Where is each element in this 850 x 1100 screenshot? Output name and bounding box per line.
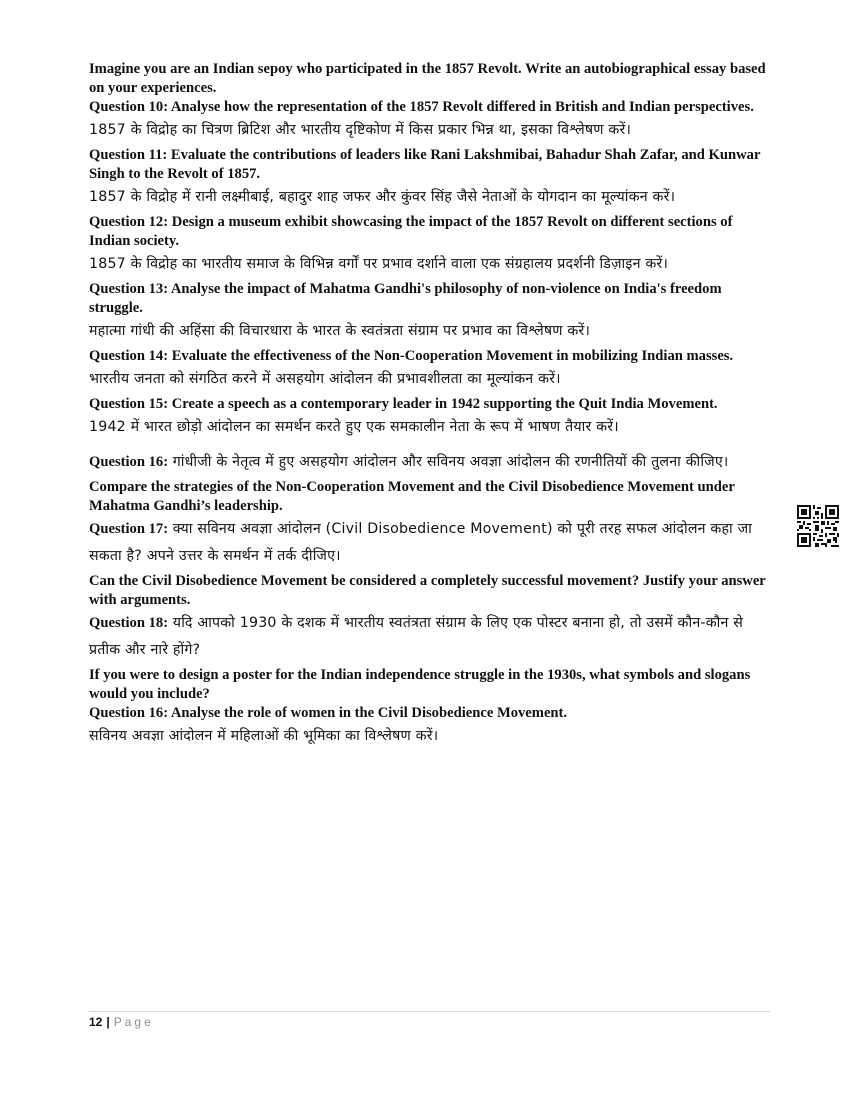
page-footer — [89, 1015, 154, 1029]
question-18-label: Question 18: — [89, 615, 169, 631]
text-block-1: Imagine you are an Indian sepoy who participated in the 1857 Revolt. Write an autobiographical essay based on your experiences. — [89, 61, 766, 96]
question-17-hindi — [89, 516, 769, 570]
question-18-english: If you were to design a poster for the Indian independence struggle in the 1930s, what symbols and slogans would you include? — [89, 667, 751, 702]
footer-divider — [89, 1011, 770, 1012]
question-12-hindi: 1857 के विद्रोह का भारतीय समाज के विभिन्न वर्गों पर प्रभाव दर्शाने वाला एक संग्रहालय प्रदर्शनी डिज़ाइन करें। — [89, 256, 669, 272]
question-18-hindi — [89, 610, 769, 664]
qr-code-icon — [797, 505, 839, 547]
footer-separator: | — [106, 1015, 110, 1029]
question-11-english: Question 11: Evaluate the contributions of leaders like Rani Lakshmibai, Bahadur Shah Zafar, and Kunwar Singh to the Revolt of 1857. — [89, 147, 761, 182]
question-12-english: Question 12: Design a museum exhibit showcasing the impact of the 1857 Revolt on different sections of Indian society. — [89, 214, 733, 249]
question-14-hindi: भारतीय जनता को संगठित करने में असहयोग आंदोलन की प्रभावशीलता का मूल्यांकन करें। — [89, 371, 561, 387]
question-16-label: Question 16: — [89, 454, 169, 470]
question-16-hindi-text: गांधीजी के नेतृत्व में हुए असहयोग आंदोलन और सविनय अवज्ञा आंदोलन की रणनीतियों की तुलना कीजिए। — [168, 454, 729, 470]
question-16-hindi — [89, 449, 769, 476]
question-17-hindi-text: क्या सविनय अवज्ञा आंदोलन (Civil Disobedience Movement) को पूरी तरह सफल आंदोलन कहा जा सकता है? अपने उत्तर के समर्थन में तर्क दीजिए। — [89, 521, 753, 564]
question-17-english: Can the Civil Disobedience Movement be considered a completely successful movement? Justify your answer with arguments. — [89, 573, 766, 608]
question-10-hindi: 1857 के विद्रोह का चित्रण ब्रिटिश और भारतीय दृष्टिकोण में किस प्रकार भिन्न था, इसका विश्लेषण करें। — [89, 122, 632, 138]
question-14-english: Question 14: Evaluate the effectiveness of the Non-Cooperation Movement in mobilizing Indian masses. — [89, 348, 734, 364]
question-16-english: Compare the strategies of the Non-Cooperation Movement and the Civil Disobedience Movement under Mahatma Gandhi’s leadership. — [89, 479, 735, 514]
question-16b-english: Question 16: Analyse the role of women in the Civil Disobedience Movement. — [89, 705, 568, 721]
question-18-hindi-text: यदि आपको 1930 के दशक में भारतीय स्वतंत्रता संग्राम के लिए एक पोस्टर बनाना हो, तो उसमें कौन-कौन से प्रतीक और नारे होंगे? — [89, 615, 744, 658]
page-label: Page — [113, 1015, 154, 1029]
page-number: 12 — [89, 1015, 103, 1029]
question-16b-hindi: सविनय अवज्ञा आंदोलन में महिलाओं की भूमिका का विश्लेषण करें। — [89, 728, 439, 744]
question-15-english: Question 15: Create a speech as a contemporary leader in 1942 supporting the Quit India Movement. — [89, 396, 718, 412]
question-17-label: Question 17: — [89, 521, 169, 537]
question-13-hindi: महात्मा गांधी की अहिंसा की विचारधारा के भारत के स्वतंत्रता संग्राम पर प्रभाव का विश्लेषण करें। — [89, 323, 591, 339]
question-11-hindi: 1857 के विद्रोह में रानी लक्ष्मीबाई, बहादुर शाह जफर और कुंवर सिंह जैसे नेताओं के योगदान का मूल्यांकन करें। — [89, 189, 676, 205]
question-10-english: Question 10: Analyse how the representation of the 1857 Revolt differed in British and Indian perspectives. — [89, 99, 754, 115]
document-body — [89, 60, 769, 752]
question-15-hindi: 1942 में भारत छोड़ो आंदोलन का समर्थन करते हुए एक समकालीन नेता के रूप में भाषण तैयार करें। — [89, 419, 619, 435]
question-13-english: Question 13: Analyse the impact of Mahatma Gandhi's philosophy of non-violence on India's freedom struggle. — [89, 281, 722, 316]
